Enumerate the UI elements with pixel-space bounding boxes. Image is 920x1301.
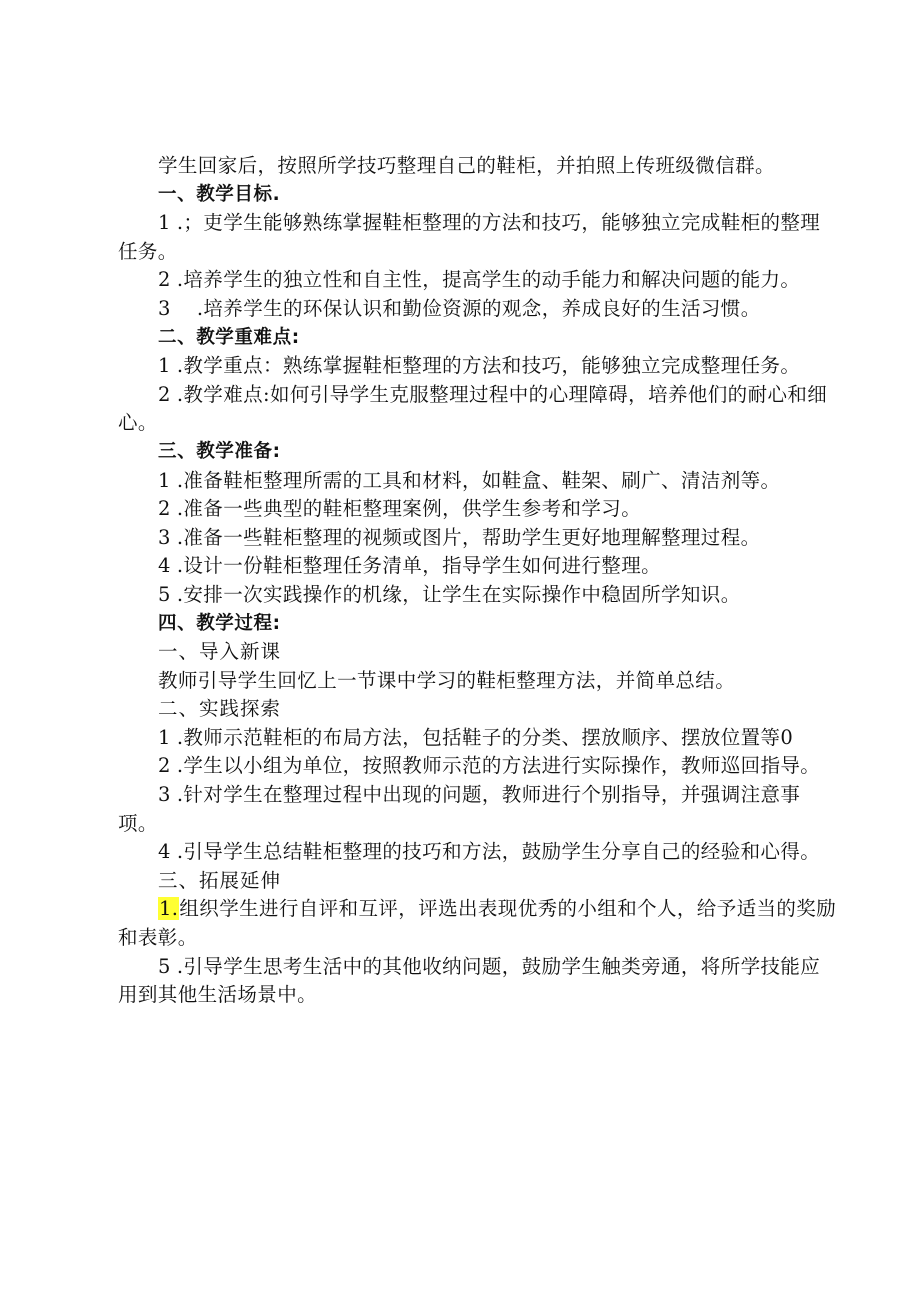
- item-number: 1: [158, 211, 171, 235]
- item-text: .准备一些鞋柜整理的视频或图片，帮助学生更好地理解整理过程。: [176, 525, 761, 549]
- preparation-item: [118, 524, 840, 553]
- item-number: 1: [158, 725, 171, 749]
- objective-item: [118, 266, 840, 295]
- item-number: 3: [158, 783, 171, 807]
- item-text: .培养学生的环保认识和勤俭资源的观念，养成良好的生活习惯。: [196, 296, 761, 320]
- key-point-item: [118, 352, 840, 381]
- extension-item: [118, 895, 840, 952]
- item-text: .学生以小组为单位，按照教师示范的方法进行实际操作，教师巡回指导。: [176, 754, 821, 778]
- objective-item: [118, 209, 840, 266]
- item-text: .培养学生的独立性和自主性，提高学生的动手能力和解决问题的能力。: [176, 268, 801, 292]
- item-text: .引导学生思考生活中的其他收纳问题，鼓励学生触类旁通，将所学技能应用到其他生活场景中。: [118, 954, 821, 1007]
- item-text: .教学重点：熟练掌握鞋柜整理的方法和技巧，能够独立完成整理任务。: [176, 354, 801, 378]
- section-heading-key-points: 二、教学重难点:: [158, 326, 300, 348]
- preparation-item: [118, 581, 840, 610]
- preparation-item: [118, 467, 840, 496]
- section-heading-objectives: 一、教学目标.: [158, 183, 281, 205]
- item-number: 4: [158, 554, 171, 578]
- item-number: 3: [158, 525, 171, 549]
- item-number: 2: [158, 382, 171, 406]
- item-text: .安排一次实践操作的机缘，让学生在实际操作中稳固所学知识。: [176, 582, 741, 606]
- item-number: 1: [158, 468, 171, 492]
- item-number: 2: [158, 754, 171, 778]
- preparation-item: [118, 495, 840, 524]
- item-number: 3: [158, 296, 171, 320]
- intro-paragraph: 学生回家后，按照所学技巧整理自己的鞋柜，并拍照上传班级微信群。: [158, 154, 775, 177]
- subsection-title-extension: 三、拓展延伸: [158, 868, 282, 892]
- item-text: 组织学生进行自评和互评，评选出表现优秀的小组和个人，给予适当的奖励和表彰。: [118, 897, 837, 950]
- item-number: 5: [158, 954, 171, 978]
- subsection-title-intro: 一、导入新课: [158, 640, 282, 664]
- key-point-item: [118, 381, 840, 438]
- item-text: .针对学生在整理过程中出现的问题，教师进行个别指导，并强调注意事项。: [118, 783, 801, 835]
- item-number: 4: [158, 840, 171, 864]
- item-text: .；吏学生能够熟练掌握鞋柜整理的方法和技巧，能够独立完成鞋柜的整理任务。: [118, 211, 821, 263]
- practice-item: [118, 724, 840, 753]
- item-text: .准备一些典型的鞋柜整理案例，供学生参考和学习。: [176, 497, 642, 521]
- subsection-title-practice: 二、实践探索: [158, 697, 282, 721]
- document-body: [118, 152, 840, 1010]
- item-number: 2: [158, 268, 171, 292]
- extension-item: [118, 953, 840, 1010]
- item-text: .准备鞋柜整理所需的工具和材料，如鞋盒、鞋架、刷广、清洁剂等。: [176, 468, 781, 492]
- preparation-item: [118, 552, 840, 581]
- practice-item: [118, 781, 840, 838]
- intro-lesson-text: 教师引导学生回忆上一节课中学习的鞋柜整理方法，并简单总结。: [158, 668, 736, 692]
- item-number: 5: [158, 582, 171, 606]
- practice-item: [118, 838, 840, 867]
- section-heading-preparation: 三、教学准备:: [158, 440, 281, 462]
- objective-item: [118, 295, 840, 324]
- item-number: 2: [158, 497, 171, 521]
- section-heading-process: 四、教学过程:: [158, 612, 281, 634]
- item-text: .教师示范鞋柜的布局方法，包括鞋子的分类、摆放顺序、摆放位置等0: [176, 725, 794, 749]
- item-number: 1: [158, 354, 171, 378]
- highlighted-item-number: 1.: [159, 897, 179, 921]
- practice-item: [118, 752, 840, 781]
- item-text: .设计一份鞋柜整理任务清单，指导学生如何进行整理。: [176, 554, 662, 578]
- item-text: .教学难点:如何引导学生克服整理过程中的心理障碍，培养他们的耐心和细心。: [118, 382, 828, 435]
- item-text: .引导学生总结鞋柜整理的技巧和方法，鼓励学生分享自己的经验和心得。: [176, 840, 821, 864]
